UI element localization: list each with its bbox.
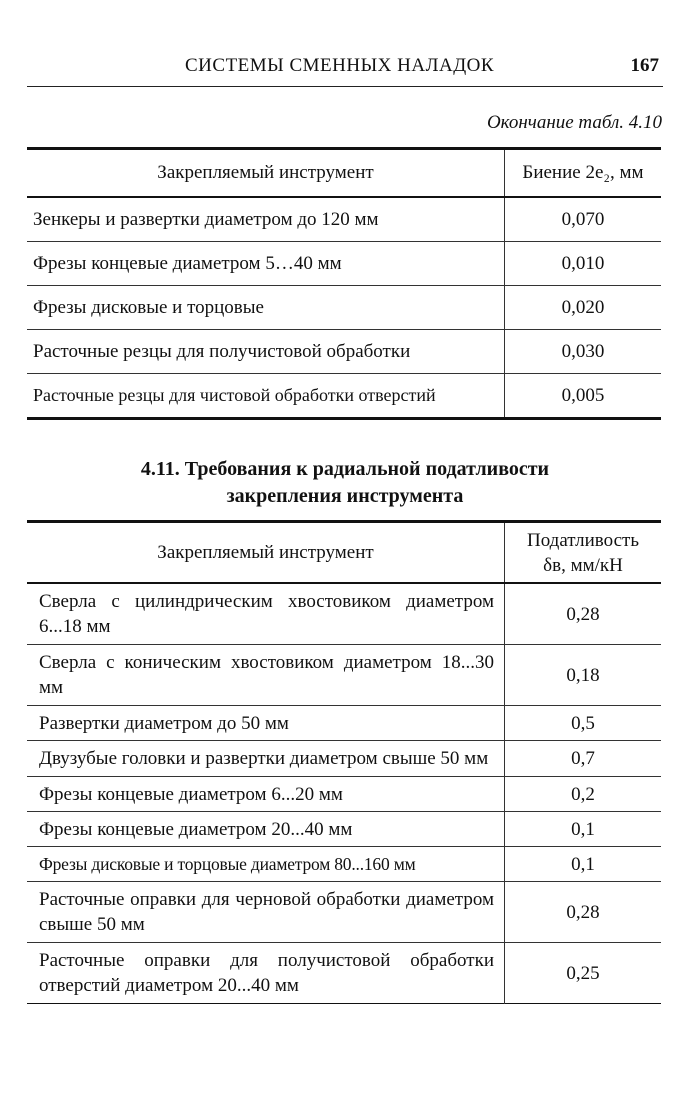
table-row [27,330,661,374]
table-row [27,374,661,419]
cell-tool: Фрезы концевые диаметром 5…40 мм [27,242,505,286]
column-header-compliance [505,522,662,584]
cell-value: 0,005 [505,374,662,419]
cell-tool: Фрезы дисковые и торцовые диаметром 80...160 мм [27,847,505,882]
cell-value: 0,030 [505,330,662,374]
table-caption [27,456,663,510]
table-compliance [27,520,661,1004]
cell-tool: Развертки диаметром до 50 мм [27,706,505,741]
cell-tool: Двузубые головки и развертки диаметром свыше 50 мм [27,741,505,777]
table-header-row [27,522,661,584]
cell-tool: Расточные оправки для получистовой обработки отверстий диаметром 20...40 мм [27,943,505,1004]
running-header [27,48,663,87]
cell-value: 0,070 [505,197,662,242]
cell-tool: Расточные резцы для чистовой обработки отверстий [27,374,505,419]
cell-value: 0,18 [505,645,662,706]
table-row [27,583,661,645]
cell-value: 0,7 [505,741,662,777]
column-header-tool: Закрепляемый инструмент [27,149,505,198]
cell-tool: Фрезы концевые диаметром 6...20 мм [27,777,505,812]
cell-tool: Сверла с цилиндрическим хвостовиком диаметром 6...18 мм [27,583,505,645]
table-row [27,943,661,1004]
cell-value: 0,1 [505,847,662,882]
cell-tool: Зенкеры и развертки диаметром до 120 мм [33,208,379,230]
column-header-compliance-line2: δв, мм/кН [543,554,623,576]
table-row [27,706,661,741]
cell-value: 0,28 [505,583,662,645]
cell-tool: Фрезы дисковые и торцовые [27,286,505,330]
cell-tool: Фрезы концевые диаметром 20...40 мм [27,812,505,847]
table-row [27,847,661,882]
cell-value: 0,25 [505,943,662,1004]
table-runout [27,147,661,420]
cell-value: 0,020 [505,286,662,330]
column-header-tool: Закрепляемый инструмент [27,522,505,584]
table-row [27,812,661,847]
table-row [27,741,661,777]
cell-tool: Сверла с коническим хвостовиком диаметром 18...30 мм [27,645,505,706]
table-row [27,197,661,242]
cell-value: 0,28 [505,882,662,943]
cell-value: 0,5 [505,706,662,741]
table-row [27,777,661,812]
running-header-title: СИСТЕМЫ СМЕННЫХ НАЛАДОК [185,55,495,76]
cell-value: 0,010 [505,242,662,286]
cell-value: 0,2 [505,777,662,812]
table-row [27,242,661,286]
table-row [27,645,661,706]
table-caption-line1: 4.11. Требования к радиальной податливости [140,458,550,480]
column-header-runout: Биение 2e₂, мм [505,149,662,198]
cell-value: 0,1 [505,812,662,847]
table-header-row [27,149,661,198]
table-row [27,286,661,330]
cell-tool: Расточные резцы для получистовой обработки [27,330,505,374]
table-continuation-label: Окончание табл. 4.10 [486,112,662,133]
table-caption-line2: закрепления инструмента [226,485,464,507]
column-header-compliance-line1: Податливость [527,529,639,551]
cell-tool: Расточные оправки для черновой обработки диаметром свыше 50 мм [27,882,505,943]
page-number: 167 [630,55,659,76]
table-row [27,882,661,943]
